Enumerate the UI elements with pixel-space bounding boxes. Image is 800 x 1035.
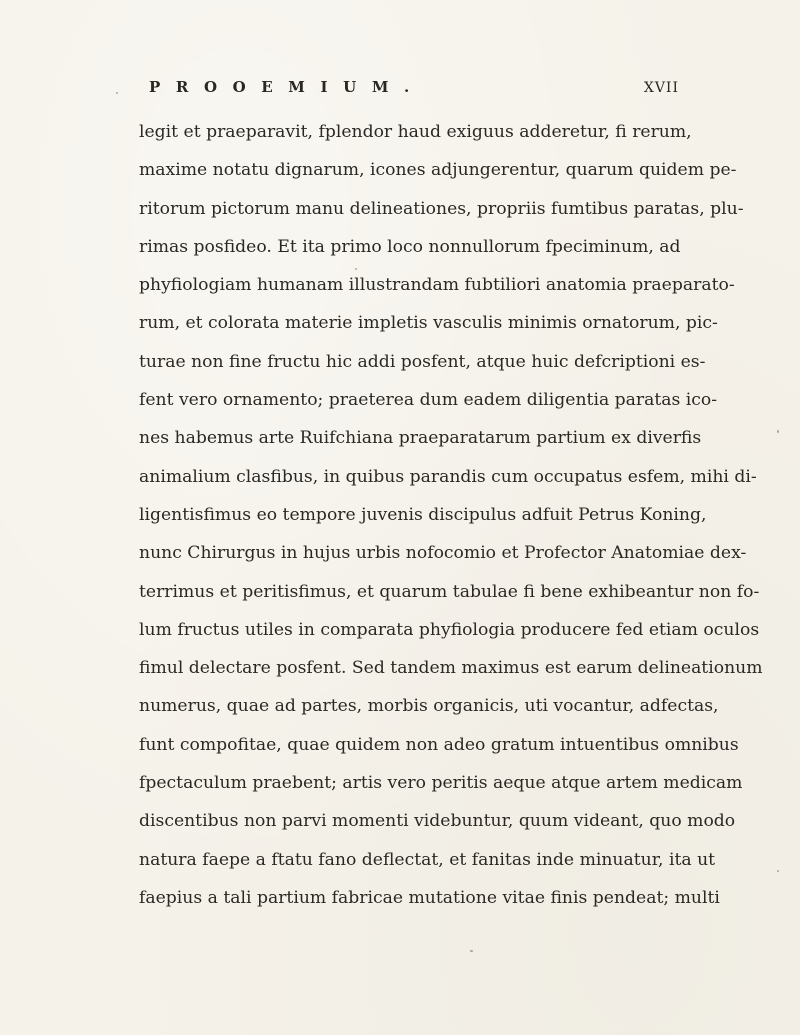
text-line: terrimus et peritisfimus, et quarum tabulae fi bene exhibeantur non fo- [139,581,760,602]
text-line: maxime notatu dignarum, icones adjungerentur, quarum quidem pe- [139,160,737,181]
page-number: XVII [643,80,679,96]
text-line: lum fructus utiles in comparata phyfiologia producere fed etiam oculos [139,619,760,640]
text-line: animalium clasfibus, in quibus parandis cum occupatus esfem, mihi di- [139,466,757,487]
text-line: ligentisfimus eo tempore juvenis discipulus adfuit Petrus Koning, [139,504,707,525]
text-line: nes habemus arte Ruifchiana praeparatarum partium ex diverfis [139,428,702,449]
text-line: phyfiologiam humanam illustrandam fubtiliori anatomia praeparato- [139,275,735,296]
text-line: nunc Chirurgus in hujus urbis nofocomio et Profector Anatomiae dex- [139,543,747,564]
text-line: discentibus non parvi momenti videbuntur, quum videant, quo modo [139,811,736,832]
page-header [149,78,679,108]
paper-speck [777,870,779,872]
text-line: rimas posfideo. Et ita primo loco nonnullorum fpeciminum, ad [139,236,681,257]
text-line: numerus, quae ad partes, morbis organicis, uti vocantur, adfectas, [139,696,719,717]
paper-speck [355,268,357,270]
text-line: ritorum pictorum manu delineationes, propriis fumtibus paratas, plu- [139,198,744,219]
text-line: fent vero ornamento; praeterea dum eadem diligentia paratas ico- [139,390,718,411]
text-line: fimul delectare posfent. Sed tandem maximus est earum delineationum [139,658,763,679]
paper-speck [470,950,473,952]
text-line: faepius a tali partium fabricae mutatione vitae finis pendeat; multi [139,887,720,908]
text-line: natura faepe a ftatu fano deflectat, et fanitas inde minuatur, ita ut [139,849,716,870]
text-line: legit et praeparavit, fplendor haud exiguus adderetur, fi rerum, [139,122,692,142]
text-line: fpectaculum praebent; artis vero peritis aeque atque artem medicam [139,773,743,794]
text-line: turae non fine fructu hic addi posfent, atque huic defcriptioni es- [139,351,706,372]
text-line: funt compofitae, quae quidem non adeo gratum intuentibus omnibus [139,734,739,755]
paper-speck [777,430,779,433]
text-line: rum, et colorata materie impletis vasculis minimis ornatorum, pic- [139,313,718,334]
body-text [139,113,763,917]
running-title: PROOEMIUM. [149,78,425,96]
paper-speck [116,92,118,94]
